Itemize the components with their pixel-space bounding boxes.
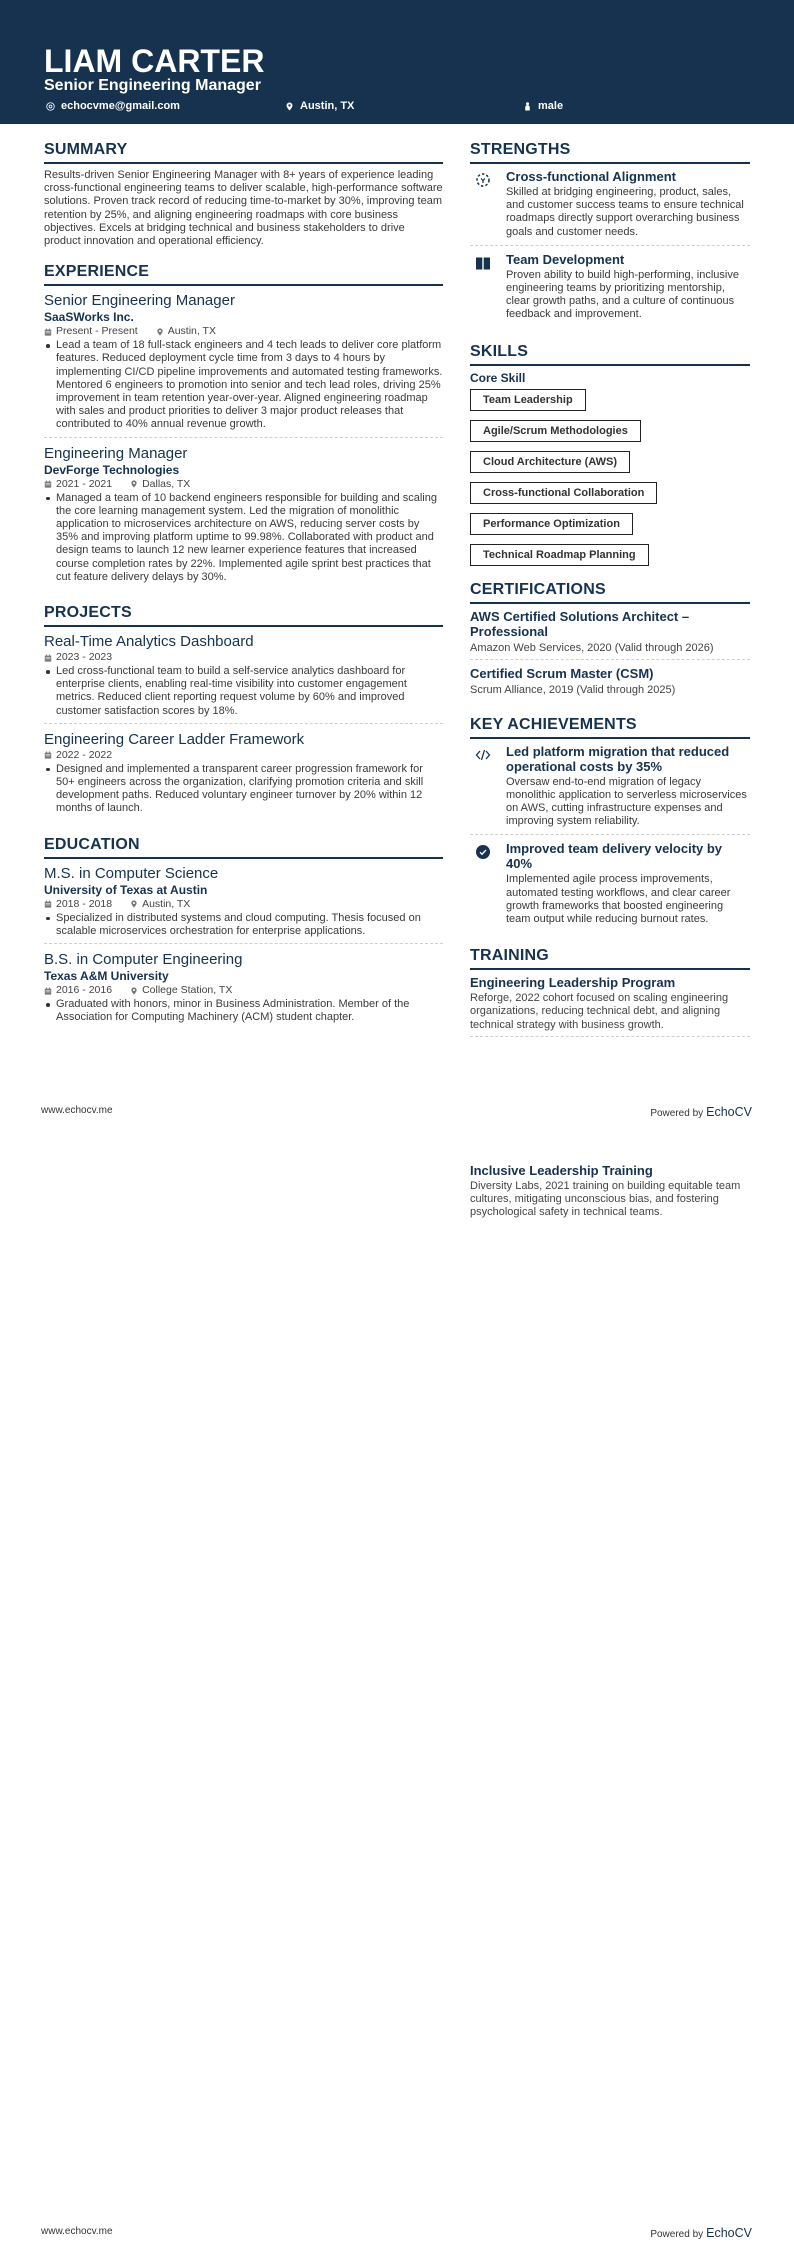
- job-bullets: [44, 492, 443, 584]
- degree-title: M.S. in Computer Science: [44, 864, 219, 882]
- book-open-icon: [475, 255, 491, 271]
- skill-pill: Cross-functional Collaboration: [470, 482, 657, 504]
- job-dates: Present - Present: [56, 325, 138, 338]
- location-text: Austin, TX: [300, 100, 355, 112]
- certification-title: Certified Scrum Master (CSM): [470, 665, 654, 681]
- brand-name: EchoCV: [706, 2226, 752, 2240]
- job-bullet: Lead a team of 18 full-stack engineers and 4 tech leads to deliver core platform features. Reduced deployment cycle time from 3 days to 4 hours by implementing CI/CD pipeline improvements and automated testing frameworks. Mentored 6 engineers to promotion into senior and tech lead roles, driving 25% improvement in team retention year-over-year. Aligned engineering roadmap with sales and product priorities to deliver 3 major product releases that contributed to 40% annual revenue growth.: [44, 339, 443, 431]
- certifications-heading: CERTIFICATIONS: [470, 580, 750, 604]
- code-icon: [475, 747, 491, 763]
- achievements-heading: KEY ACHIEVEMENTS: [470, 715, 750, 739]
- skills-section: [470, 342, 750, 566]
- education-entry: [44, 950, 443, 1029]
- education-heading: EDUCATION: [44, 835, 443, 859]
- job-meta: [44, 325, 443, 338]
- training-heading: TRAINING: [470, 946, 750, 970]
- school-name: Texas A&M University: [44, 969, 169, 984]
- calendar-icon: [44, 328, 52, 336]
- map-pin-icon: [130, 987, 138, 995]
- map-pin-icon: [130, 480, 138, 488]
- job-title: Senior Engineering Manager: [44, 292, 235, 310]
- education-location-text: Austin, TX: [142, 897, 191, 910]
- project-meta: [44, 749, 443, 762]
- company-name: SaaSWorks Inc.: [44, 310, 134, 325]
- strengths-heading: STRENGTHS: [470, 140, 750, 164]
- project-entry: [44, 632, 443, 724]
- achievement-desc: Implemented agile process improvements, automated testing workflows, and clear career growth frameworks that boosted engineering team output while reducing burnout rates.: [506, 873, 731, 926]
- map-pin-icon: [130, 900, 138, 908]
- dashed-circle-network-icon: [475, 172, 491, 188]
- experience-entry: [44, 291, 443, 437]
- project-dates: 2022 - 2022: [56, 748, 113, 761]
- achievement-title: Improved team delivery velocity by 40%: [506, 841, 723, 872]
- training-title: Engineering Leadership Program: [470, 975, 676, 991]
- contact-location: [285, 99, 354, 113]
- summary-section: [44, 140, 443, 248]
- footer-site-link[interactable]: www.echocv.me: [41, 1105, 113, 1116]
- candidate-title: Senior Engineering Manager: [44, 77, 261, 94]
- certification-issuer: Scrum Alliance, 2019 (Valid through 2025): [470, 683, 676, 696]
- project-bullets: [44, 763, 443, 816]
- strength-item: [470, 252, 750, 328]
- strength-title: Team Development: [506, 251, 625, 267]
- summary-heading: SUMMARY: [44, 140, 443, 164]
- training-item: [470, 1163, 750, 1224]
- education-bullet: Graduated with honors, minor in Business Administration. Member of the Association for Computing Machinery (ACM) student chapter.: [44, 998, 443, 1024]
- achievements-section: [470, 715, 750, 933]
- education-meta: [44, 984, 443, 997]
- person-icon: [523, 102, 532, 111]
- skill-pill: Technical Roadmap Planning: [470, 544, 649, 566]
- education-dates: 2016 - 2016: [56, 984, 113, 997]
- powered-by: [650, 2226, 752, 2240]
- company-name: DevForge Technologies: [44, 462, 180, 477]
- powered-by: [650, 1105, 752, 1119]
- education-location: [130, 898, 190, 911]
- project-bullets: [44, 665, 443, 718]
- projects-section: [44, 603, 443, 821]
- certification-issuer: Amazon Web Services, 2020 (Valid through 2026): [470, 641, 714, 654]
- check-circle-icon: [475, 844, 491, 860]
- job-location-text: Austin, TX: [167, 325, 216, 338]
- certification-item: [470, 666, 750, 701]
- education-meta: [44, 898, 443, 911]
- certification-item: [470, 609, 750, 660]
- job-location-text: Dallas, TX: [142, 477, 191, 490]
- education-bullet: Specialized in distributed systems and cloud computing. Thesis focused on scalable microservices orchestration for enterprise applications.: [44, 912, 443, 938]
- project-bullet: Led cross-functional team to build a self-service analytics dashboard for enterprise clients, enabling real-time visibility into customer engagement metrics. Reduced client reporting request volume by 60% and improved customer satisfaction scores by 18%.: [44, 665, 443, 718]
- contact-email[interactable]: [46, 99, 180, 113]
- training-continued: [470, 1163, 750, 1230]
- resume-header: [0, 0, 794, 124]
- education-location-text: College Station, TX: [142, 984, 233, 997]
- gender-text: male: [538, 100, 564, 112]
- left-column: [44, 140, 443, 1044]
- training-desc: Reforge, 2022 cohort focused on scaling engineering organizations, reducing technical debt, and aligning technical strategy with business growth.: [470, 992, 729, 1031]
- education-entry: [44, 864, 443, 944]
- skill-pill: Cloud Architecture (AWS): [470, 451, 630, 473]
- education-dates: 2018 - 2018: [56, 897, 113, 910]
- powered-by-label: Powered by: [650, 2229, 704, 2240]
- strength-item: [470, 169, 750, 246]
- project-title: Real-Time Analytics Dashboard: [44, 633, 254, 651]
- calendar-icon: [44, 900, 52, 908]
- email-text: echocvme@gmail.com: [61, 100, 180, 112]
- footer-site-link[interactable]: www.echocv.me: [41, 2226, 113, 2237]
- strength-title: Cross-functional Alignment: [506, 169, 676, 184]
- training-title: Inclusive Leadership Training: [470, 1163, 653, 1178]
- summary-text: Results-driven Senior Engineering Manager with 8+ years of experience leading cross-functional engineering teams to deliver scalable, high-performance software solutions. Proven track record of reducing time-to-market by 30%, improving team retention by 25%, and aligning engineering roadmaps with core business objectives. Excels at bridging technical and business stakeholders to drive product innovation and operational efficiency.: [44, 169, 443, 248]
- job-meta: [44, 478, 443, 491]
- powered-by-label: Powered by: [650, 1108, 704, 1119]
- at-icon: [46, 102, 55, 111]
- map-pin-icon: [285, 102, 294, 111]
- project-dates: 2023 - 2023: [56, 651, 113, 664]
- job-location: [130, 478, 190, 491]
- certification-title: AWS Certified Solutions Architect – Professional: [470, 608, 690, 639]
- projects-heading: PROJECTS: [44, 603, 443, 627]
- skill-category: Core Skill: [470, 370, 526, 385]
- degree-title: B.S. in Computer Engineering: [44, 951, 243, 969]
- skill-pill: Agile/Scrum Methodologies: [470, 420, 641, 442]
- project-title: Engineering Career Ladder Framework: [44, 730, 305, 748]
- education-location: [130, 984, 232, 997]
- achievement-desc: Oversaw end-to-end migration of legacy monolithic application to serverless microservices on AWS, cutting infrastructure expenses and improving system reliability.: [506, 775, 747, 828]
- strength-desc: Skilled at bridging engineering, product, sales, and customer success teams to ensure technical roadmaps directly support overarching business goals and customer needs.: [506, 186, 744, 238]
- experience-section: [44, 262, 443, 589]
- job-bullets: [44, 339, 443, 431]
- experience-heading: EXPERIENCE: [44, 262, 443, 286]
- calendar-icon: [44, 751, 52, 759]
- calendar-icon: [44, 987, 52, 995]
- education-section: [44, 835, 443, 1030]
- right-column: [470, 140, 750, 1051]
- job-dates: 2021 - 2021: [56, 477, 113, 490]
- skill-pill: Performance Optimization: [470, 513, 633, 535]
- achievement-title: Led platform migration that reduced operational costs by 35%: [506, 743, 730, 774]
- candidate-name: LIAM CARTER: [44, 43, 265, 79]
- project-meta: [44, 651, 443, 664]
- training-section: [470, 946, 750, 1037]
- project-bullet: Designed and implemented a transparent career progression framework for 50+ engineers across the organization, clarifying promotion criteria and skill development paths. Reduced voluntary engineer turnover by 20% within 12 months of launch.: [44, 763, 443, 816]
- school-name: University of Texas at Austin: [44, 882, 208, 897]
- calendar-icon: [44, 654, 52, 662]
- experience-entry: [44, 444, 443, 589]
- certifications-section: [470, 580, 750, 701]
- strengths-section: [470, 140, 750, 328]
- brand-name: EchoCV: [706, 1105, 752, 1119]
- map-pin-icon: [156, 328, 164, 336]
- skill-pill: Team Leadership: [470, 389, 586, 411]
- training-desc: Diversity Labs, 2021 training on building equitable team cultures, mitigating unconscious bias, and fostering psychological safety in technical teams.: [470, 1180, 741, 1219]
- job-location: [156, 325, 216, 338]
- strength-desc: Proven ability to build high-performing, inclusive engineering teams by prioritizing mentorship, clear growth paths, and a culture of continuous feedback and improvement.: [506, 268, 739, 321]
- skills-heading: SKILLS: [470, 342, 750, 366]
- achievement-item: [470, 841, 750, 932]
- education-bullets: [44, 998, 443, 1024]
- project-entry: [44, 730, 443, 821]
- calendar-icon: [44, 480, 52, 488]
- job-bullet: Managed a team of 10 backend engineers responsible for building and scaling the core learning management system. Led the migration of monolithic application to microservices architecture on AWS, reducing server costs by 35% and improving platform uptime to 99.98%. Collaborated with product and design teams to launch 12 new learner experience features that increased course completion rates by 22%. Implemented agile sprint best practices that cut feature delivery delays by 30%.: [44, 492, 443, 584]
- training-item: [470, 975, 750, 1037]
- achievement-item: [470, 744, 750, 836]
- education-bullets: [44, 912, 443, 938]
- contact-gender: [523, 99, 563, 113]
- job-title: Engineering Manager: [44, 444, 188, 462]
